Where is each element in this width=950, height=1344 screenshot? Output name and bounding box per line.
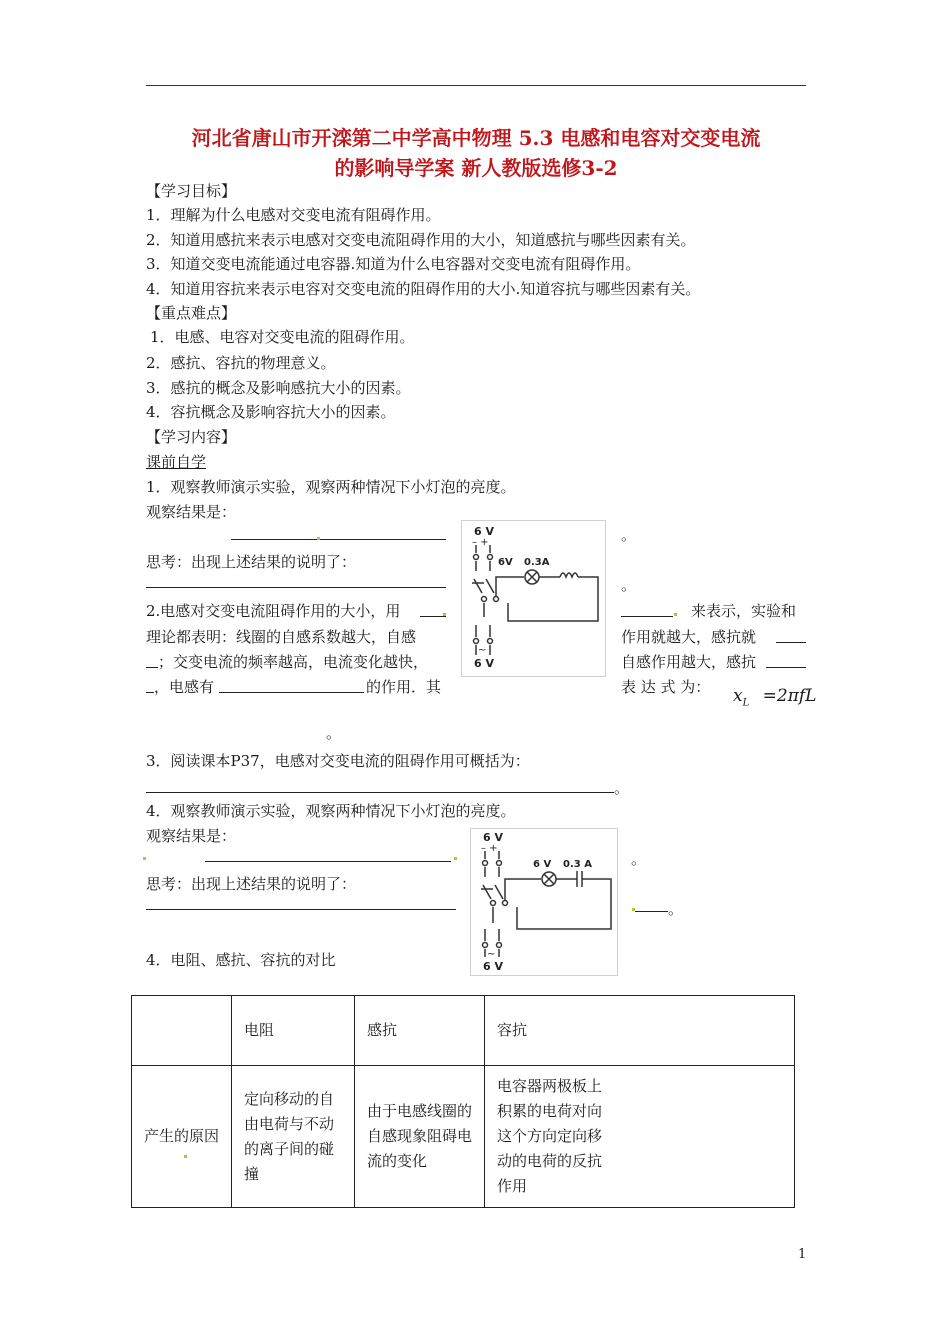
inductor-circuit-figure <box>461 520 606 677</box>
comparison-table <box>131 995 795 1208</box>
table-cell: 电容器两极板上积累的电荷对向这个方向定向移动的电荷的反抗作用 <box>485 1066 795 1208</box>
s2-text-c-right: 自感作用越大，感抗 <box>621 653 757 671</box>
svg-text:– +: – + <box>472 537 489 548</box>
answer-blank[interactable] <box>146 692 154 693</box>
fig2-dc-label: 6 V <box>483 831 503 844</box>
end-mark: 。 <box>631 850 647 868</box>
end-mark: 。 <box>621 526 637 544</box>
inductive-reactance-formula: $x_L =2\pi fL$ <box>733 686 817 709</box>
table-header-cell: 感抗 <box>355 996 485 1066</box>
self-study-subheading: 课前自学 <box>146 453 207 471</box>
answer-blank[interactable] <box>219 692 364 693</box>
answer-blank[interactable] <box>146 792 614 793</box>
s2-text-a-right: 来表示，实验和 <box>691 602 797 620</box>
goal-item: 1．理解为什么电感对交变电流有阻碍作用。 <box>146 206 441 224</box>
observe-label: 观察结果是： <box>146 503 237 521</box>
keypoint-item: 3．感抗的概念及影响感抗大小的因素。 <box>146 379 411 397</box>
svg-text:~: ~ <box>478 645 487 656</box>
doc-title-line2: 的影响导学案 新人教版选修3-2 <box>334 156 618 180</box>
answer-blank[interactable] <box>146 909 456 910</box>
section-5-text: 4．电阻、感抗、容抗的对比 <box>146 951 336 969</box>
fig2-current-label: 0.3 A <box>563 859 592 870</box>
keypoints-heading: 【重点难点】 <box>146 304 237 322</box>
top-rule <box>146 85 806 86</box>
section-4-text: 4．观察教师演示实验，观察两种情况下小灯泡的亮度。 <box>146 802 516 820</box>
scan-mark <box>443 613 446 616</box>
svg-text:~: ~ <box>487 949 496 960</box>
answer-blank[interactable] <box>776 642 806 643</box>
scan-mark <box>317 537 320 540</box>
answer-blank[interactable] <box>146 667 158 668</box>
fig1-lamp-label: 6V <box>498 557 513 568</box>
observe-label: 观察结果是： <box>146 827 237 845</box>
scan-mark <box>674 613 677 616</box>
answer-blank[interactable] <box>231 539 446 540</box>
scan-mark <box>143 857 146 860</box>
end-mark: 。 <box>668 900 684 918</box>
capacitor-circuit-figure <box>470 828 618 976</box>
keypoint-item: 4．容抗概念及影响容抗大小的因素。 <box>146 403 396 421</box>
fig2-lamp-label: 6 V <box>533 859 552 870</box>
answer-blank[interactable] <box>766 667 806 668</box>
answer-blank[interactable] <box>420 616 446 617</box>
s2-text-d: ，电感有 <box>154 678 215 696</box>
goal-item: 4．知道用容抗来表示电容对交变电流的阻碍作用的大小.知道容抗与哪些因素有关。 <box>146 280 701 298</box>
table-cell: 由于电感线圈的自感现象阻碍电流的变化 <box>355 1066 485 1208</box>
s2-text-b-right: 作用就越大，感抗就 <box>621 628 757 646</box>
answer-blank[interactable] <box>635 911 668 912</box>
s2-text-a: 2.电感对交变电流阻碍作用的大小，用 <box>146 602 401 620</box>
goals-heading: 【学习目标】 <box>146 182 237 200</box>
scan-mark <box>632 908 635 911</box>
svg-text:– +: – + <box>481 843 498 854</box>
fig2-ac-label: 6 V <box>483 960 503 973</box>
scan-mark <box>454 857 457 860</box>
fig1-dc-label: 6 V <box>474 525 494 538</box>
keypoint-item: 2．感抗、容抗的物理意义。 <box>146 354 336 372</box>
page-number: 1 <box>798 1247 807 1262</box>
table-header-cell: 容抗 <box>485 996 795 1066</box>
section-3-text: 3．阅读课本P37，电感对交变电流的阻碍作用可概括为： <box>146 752 530 770</box>
fig1-ac-label: 6 V <box>474 657 494 670</box>
goal-item: 2．知道用感抗来表示电感对交变电流阻碍作用的大小，知道感抗与哪些因素有关。 <box>146 231 696 249</box>
think-label: 思考：出现上述结果的说明了： <box>146 875 357 893</box>
s2-text-b: 理论都表明：线圈的自感系数越大，自感 <box>146 628 417 646</box>
answer-blank[interactable] <box>146 587 446 588</box>
answer-blank[interactable] <box>621 616 673 617</box>
think-label: 思考：出现上述结果的说明了： <box>146 553 357 571</box>
s2-text-d-mid: 的作用．其 <box>366 678 442 696</box>
table-header-cell: 电阻 <box>232 996 355 1066</box>
s2-text-d-right: 表 达 式 为： <box>621 678 711 696</box>
keypoint-item: 1．电感、电容对交变电流的阻碍作用。 <box>150 328 415 346</box>
table-row <box>132 1066 795 1208</box>
section-1-text: 1．观察教师演示实验，观察两种情况下小灯泡的亮度。 <box>146 478 516 496</box>
end-mark: 。 <box>621 576 637 594</box>
content-heading: 【学习内容】 <box>146 428 237 446</box>
end-mark: 。 <box>614 779 630 797</box>
table-cell: 定向移动的自由电荷与不动的离子间的碰撞 <box>232 1066 355 1208</box>
s2-text-c: ；交变电流的频率越高，电流变化越快， <box>158 653 429 671</box>
table-header-cell <box>132 996 232 1066</box>
answer-blank[interactable] <box>205 861 451 862</box>
end-mark: 。 <box>326 724 342 742</box>
doc-title-line1: 河北省唐山市开滦第二中学高中物理 5.3 电感和电容对交变电流 <box>191 126 761 150</box>
table-cell-label: 产生的原因 <box>132 1066 232 1208</box>
goal-item: 3．知道交变电流能通过电容器.知道为什么电容器对交变电流有阻碍作用。 <box>146 255 641 273</box>
table-header-row <box>132 996 795 1066</box>
fig1-current-label: 0.3A <box>524 557 550 568</box>
